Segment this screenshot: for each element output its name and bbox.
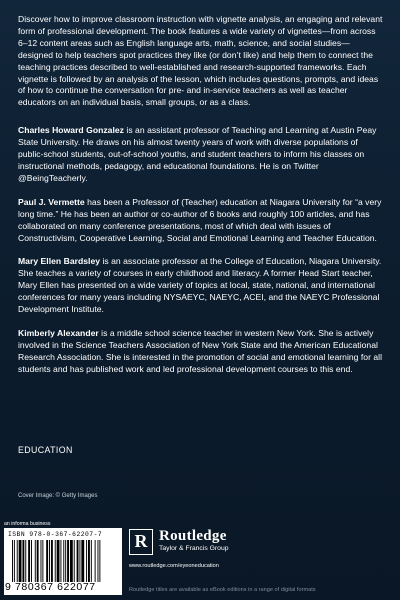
author-name: Kimberly Alexander: [18, 327, 99, 338]
ebook-note: Routledge titles are available as eBook editions in a range of digital formats: [129, 587, 316, 593]
subject-category: EDUCATION: [18, 445, 73, 455]
author-name: Mary Ellen Bardsley: [18, 256, 101, 267]
author-bio-bardsley: [18, 256, 384, 316]
informa-tagline: an informa business: [4, 521, 51, 527]
author-bio-text: is a middle school science teacher in western New York. She is actively involved in the Science Teachers Association of New York State and the American Educational Research Association. She is interested in the promotion of social and emotional learning for all students and has published work and led professional development courses to this end.: [18, 327, 383, 374]
publisher-group: Taylor & Francis Group: [159, 545, 229, 552]
publisher-name: Routledge: [159, 528, 227, 544]
routledge-r-icon: R: [129, 529, 153, 555]
author-name: Charles Howard Gonzalez: [18, 125, 124, 136]
author-bio-text: is an assistant professor of Teaching and Learning at Austin Peay State University. He draws on his almost twenty years of work with diverse populations of public-school students, out-of-school youths, and student teachers to inform his classes on instructional methods, pedagogy, and educational foundations. He is on Twitter @BeingTeacherly.: [18, 125, 377, 183]
publisher-url[interactable]: www.routledge.com/eyeoneducation: [129, 563, 219, 569]
barcode-icon: [12, 540, 114, 582]
author-name: Paul J. Vermette: [18, 196, 85, 207]
barcode-digits: 9 780367 622077: [5, 581, 96, 593]
author-bio-vermette: [18, 197, 384, 245]
author-bio-text: has been a Professor of (Teacher) education at Niagara University for “a very long time.” He has been an author or co-author of 6 books and roughly 100 articles, and has collaborated on many conference presentations, most of which deal with issues of Constructivism, Cooperative Learning, Social and Emotional Learning and Teacher Education.: [18, 196, 382, 243]
cover-text: [18, 14, 384, 388]
author-bio-alexander: [18, 328, 384, 376]
book-description: Discover how to improve classroom instruction with vignette analysis, an engaging and relevant form of professional development. The book features a wide variety of vignettes—from across 6–12 content areas such as English language arts, math, science, and social studies—designed to help teachers spot practices they like (or don’t like) and help them to connect the teaching practices described to well-established and research-supported frameworks. Each vignette is followed by an analysis of the lesson, which includes questions, prompts, and ideas of how to continue the conversation for pre- and in-service teachers as well as teacher educators on an individual basis, small groups, or as a class.: [18, 14, 383, 108]
isbn-label: ISBN 978-0-367-62207-7: [8, 531, 103, 538]
cover-image-credit: Cover Image: © Getty Images: [18, 493, 98, 499]
author-bio-text: is an associate professor at the College of Education, Niagara University. She teaches a variety of courses in early childhood and literacy. A former Head Start teacher, Mary Ellen has presented on a wide variety of topics at local, state, national, and international conferences for many years including NYSAEYC, NAEYC, ACEI, and the NAEYC Professional Development Institute.: [18, 256, 382, 315]
isbn-barcode: [4, 528, 122, 595]
publisher-logo: [129, 528, 279, 558]
author-bio-gonzalez: [18, 125, 384, 185]
